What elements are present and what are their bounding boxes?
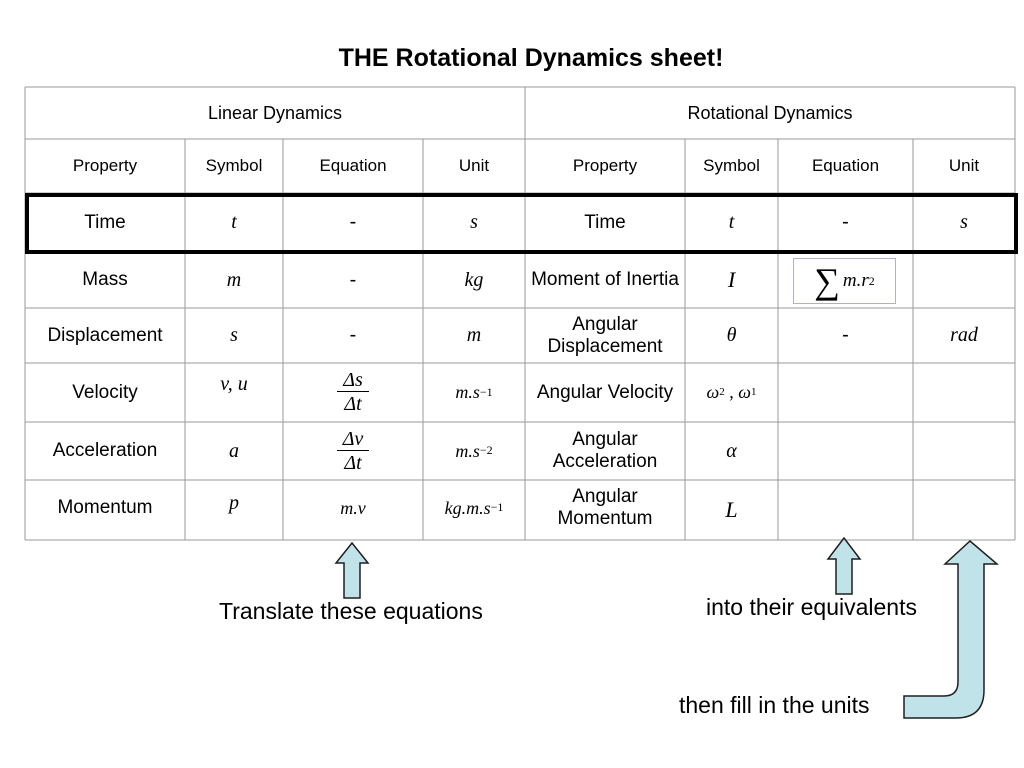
table-row-momentum-linear-property: Momentum: [57, 497, 153, 519]
momentum-unit-base: kg.m.s: [444, 497, 491, 518]
table-row-mass-linear-property: Mass: [82, 269, 128, 291]
table-row-velocity-linear-symbol: v, u: [220, 373, 248, 395]
table-row-momentum-linear-symbol: p: [229, 492, 239, 514]
table-row-displacement-linear-equation: -: [349, 324, 357, 346]
table-row-momentum-rotational-symbol: L: [725, 497, 738, 523]
table-row-momentum-rotational-property: Angular Momentum: [557, 486, 653, 529]
table-row-acceleration-rotational-symbol: α: [726, 439, 737, 462]
table-row-velocity-rotational-property: Angular Velocity: [536, 381, 674, 403]
omega-final-subscript: 2: [719, 386, 725, 399]
table-row-displacement-rotational-equation: -: [842, 324, 849, 346]
omega-initial-symbol: ω: [738, 382, 751, 403]
velocity-unit-exponent: −1: [479, 384, 493, 399]
note-into-equivalents: into their equivalents: [706, 594, 917, 620]
table-row-time-linear-unit: s: [470, 211, 478, 233]
table-row-mass-linear-symbol: m: [226, 268, 242, 291]
inertia-equation-exponent: 2: [868, 273, 875, 288]
table-row-acceleration-linear-symbol: a: [229, 439, 239, 462]
linear-col-property: Property: [72, 156, 138, 176]
arrow-up-equivalents-icon: [828, 538, 860, 594]
rotational-col-unit: Unit: [948, 156, 980, 176]
rotational-dynamics-header: Rotational Dynamics: [687, 102, 853, 123]
velocity-equation-numerator: Δs: [337, 369, 369, 392]
linear-col-symbol: Symbol: [205, 156, 263, 176]
rotational-col-symbol: Symbol: [703, 156, 760, 176]
table-row-time-linear-equation: -: [349, 211, 357, 233]
table-row-time-rotational-unit: s: [960, 211, 968, 233]
table-row-displacement-linear-unit: m: [466, 324, 482, 346]
table-row-mass-linear-equation: -: [349, 268, 357, 291]
acceleration-unit-exponent: −2: [479, 443, 493, 458]
table-row-mass-linear-unit: kg: [464, 268, 484, 291]
table-row-displacement-rotational-symbol: θ: [726, 324, 737, 346]
rotational-col-property: Property: [572, 156, 638, 176]
note-fill-units: then fill in the units: [679, 692, 870, 718]
table-row-acceleration-linear-property: Acceleration: [52, 440, 158, 462]
table-row-velocity-linear-property: Velocity: [72, 381, 138, 403]
note-translate-equations: Translate these equations: [219, 598, 483, 624]
momentum-unit-exponent: −1: [490, 500, 504, 515]
table-row-time-linear-symbol: t: [231, 211, 237, 233]
table-row-time-rotational-equation: -: [842, 211, 849, 233]
table-row-mass-rotational-symbol: I: [727, 267, 736, 293]
sheet-title: THE Rotational Dynamics sheet!: [338, 44, 724, 72]
arrow-bent-units-icon: [904, 541, 997, 718]
table-row-momentum-linear-equation: m.v: [340, 497, 366, 518]
velocity-unit-base: m.s: [455, 382, 480, 403]
acceleration-unit-base: m.s: [455, 440, 480, 461]
table-row-acceleration-rotational-property: Angular Acceleration: [552, 429, 658, 472]
table-row-displacement-linear-property: Displacement: [47, 324, 163, 346]
rotational-col-equation: Equation: [811, 156, 880, 176]
acceleration-equation-numerator: Δv: [337, 428, 370, 451]
summation-symbol: ∑: [814, 261, 840, 301]
omega-final-symbol: ω: [706, 382, 720, 403]
inertia-equation-base: m.r: [842, 270, 869, 291]
table-row-time-linear-property: Time: [84, 211, 126, 233]
linear-col-equation: Equation: [319, 156, 387, 176]
linear-col-unit: Unit: [458, 156, 490, 176]
arrow-up-translate-icon: [336, 543, 368, 598]
table-row-displacement-rotational-unit: rad: [950, 324, 978, 346]
acceleration-equation-denominator: Δt: [344, 451, 362, 474]
omega-separator: ,: [724, 382, 739, 403]
table-row-mass-rotational-property: Moment of Inertia: [531, 269, 679, 291]
omega-initial-subscript: 1: [750, 386, 757, 399]
table-row-displacement-linear-symbol: s: [230, 324, 238, 346]
table-row-displacement-rotational-property: Angular Displacement: [547, 313, 663, 357]
linear-dynamics-header: Linear Dynamics: [207, 102, 343, 123]
table-row-time-rotational-property: Time: [584, 211, 626, 233]
table-row-time-rotational-symbol: t: [728, 211, 735, 233]
velocity-equation-denominator: Δt: [344, 393, 362, 415]
